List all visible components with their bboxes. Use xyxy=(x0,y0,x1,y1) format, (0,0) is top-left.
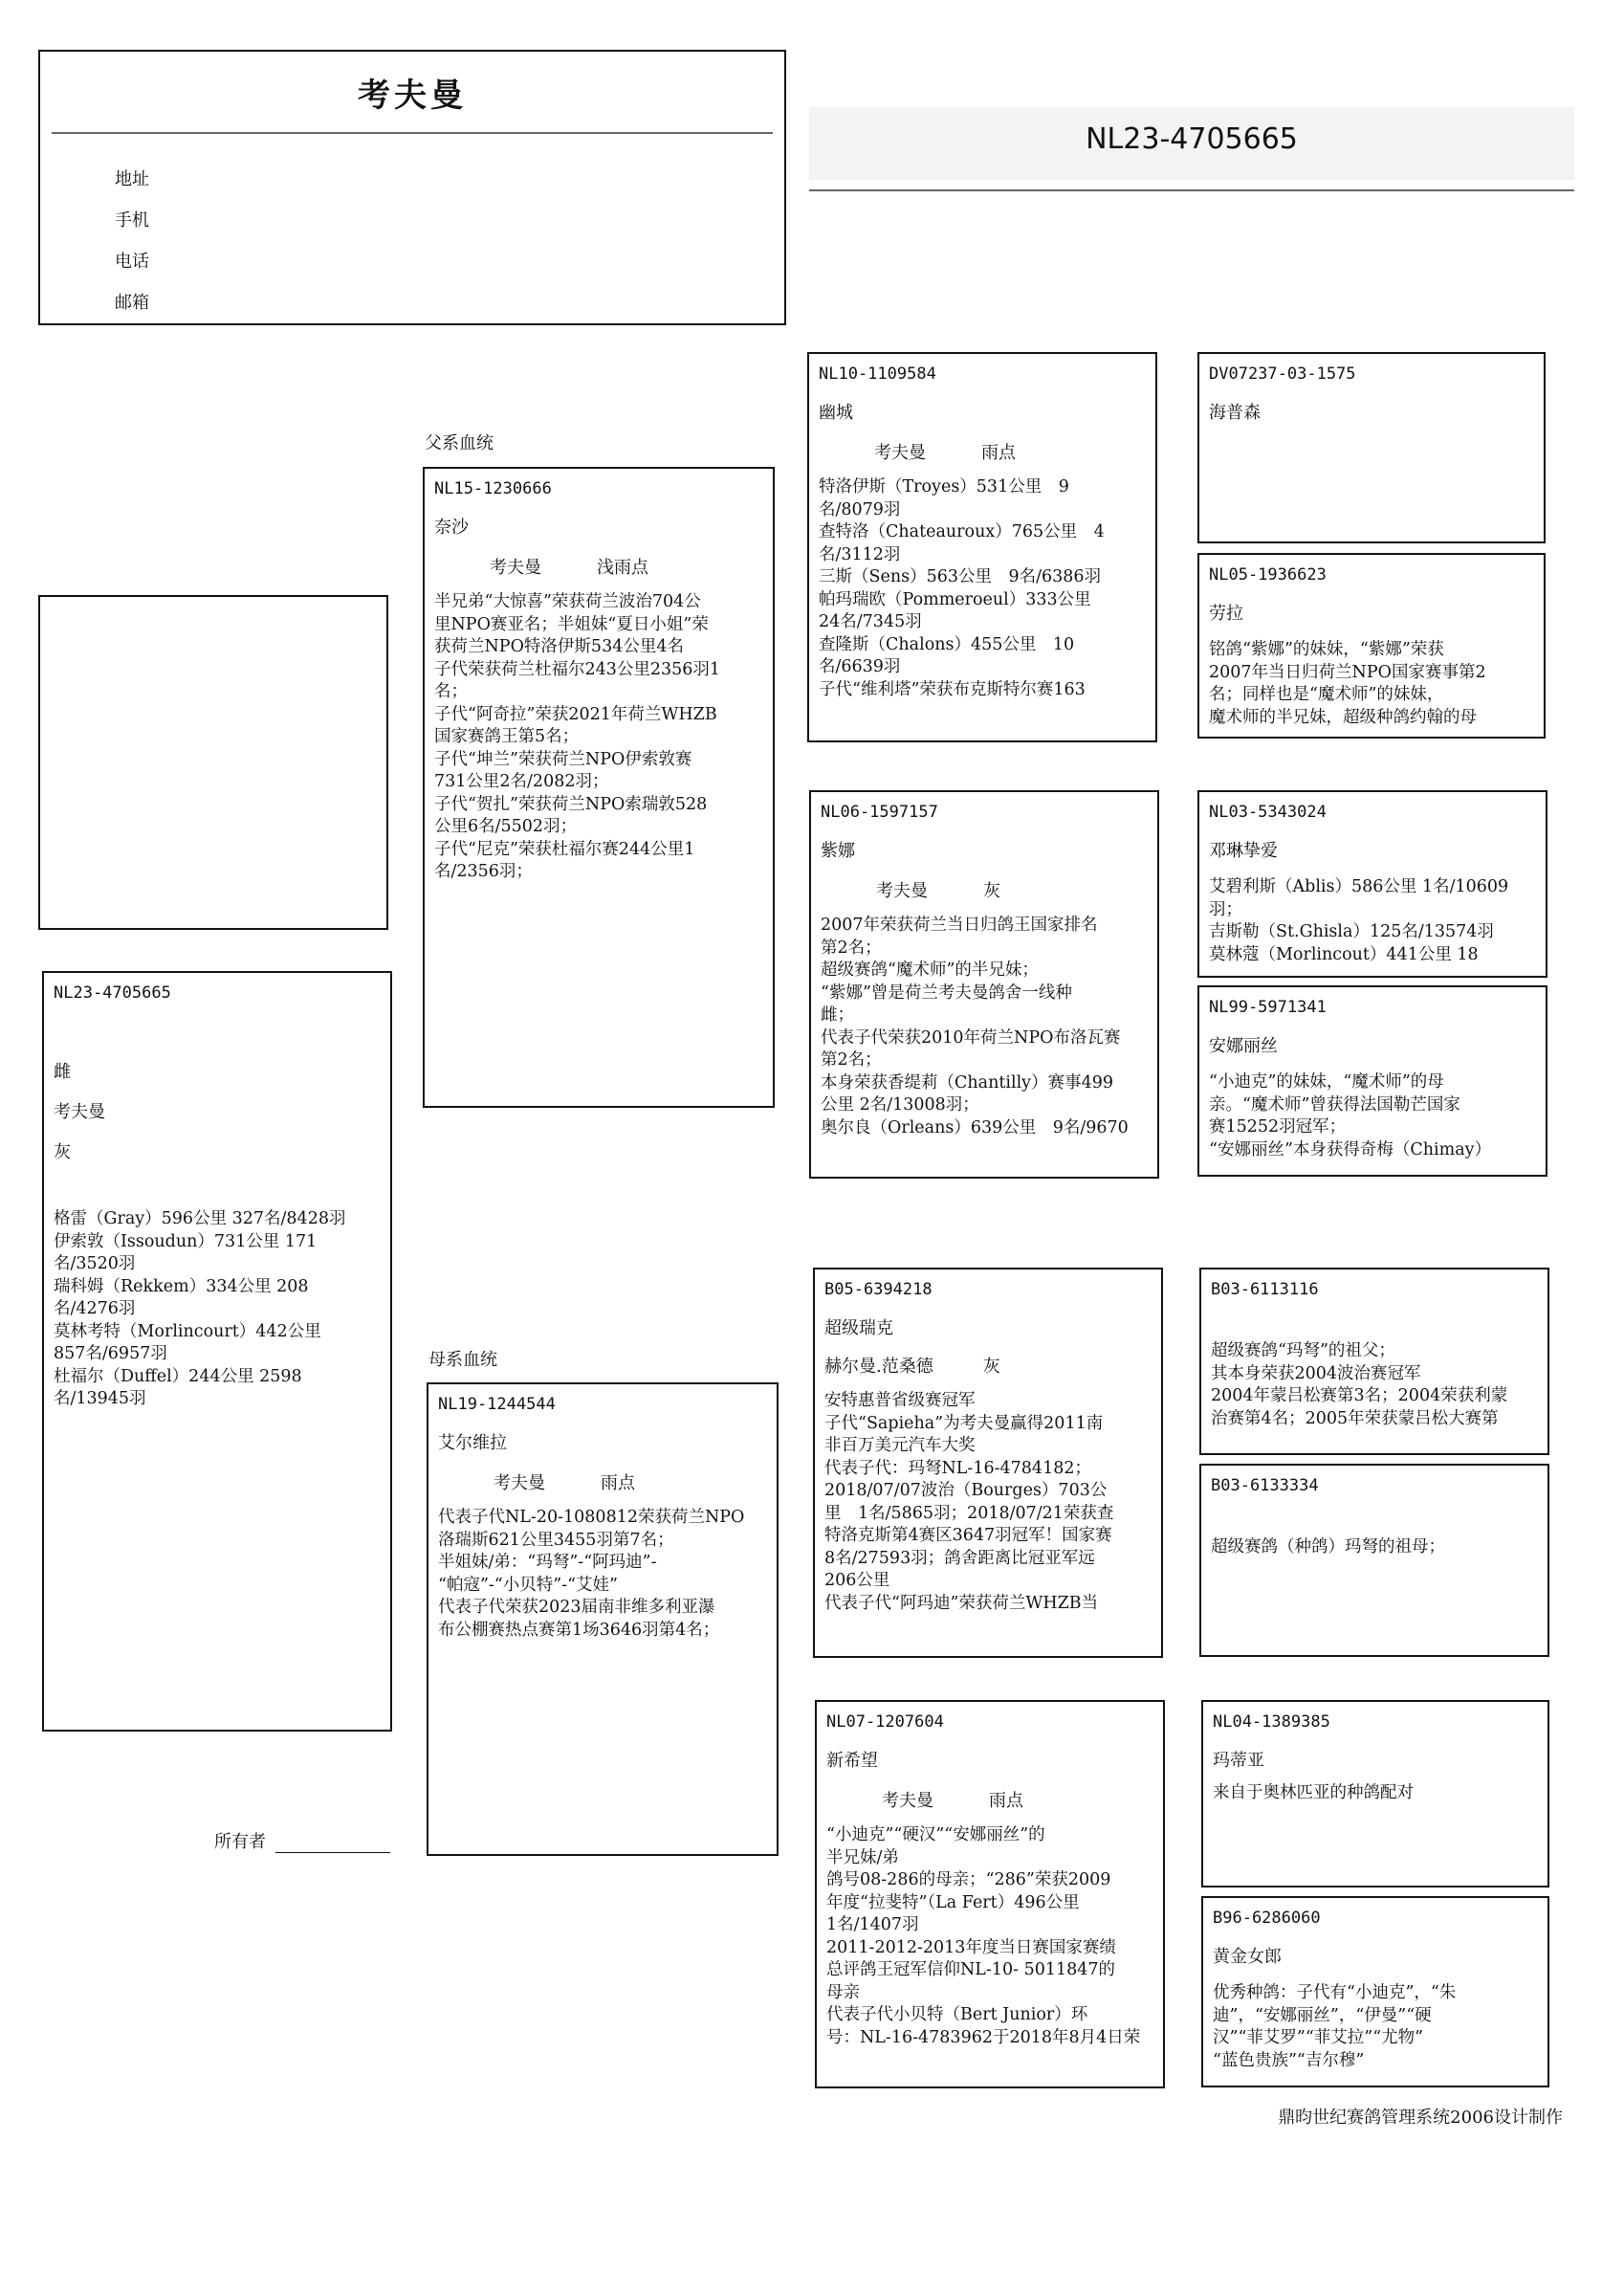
sire-ring: NL15-1230666 xyxy=(434,479,552,498)
ddd-card xyxy=(1201,1896,1549,2087)
sire-dam-color: 灰 xyxy=(983,881,1000,901)
ssd-card xyxy=(1197,553,1546,739)
dam-sire-description: 安特惠普省级赛冠军 子代“Sapieha”为考夫曼赢得2011南 非百万美元汽车大奖 代表子代：玛弩NL-16-4784182； 2018/07/07波治（Bourges）703公 里 1名/5865羽；2018/07/21荣获查 特洛克斯第4赛区3647羽冠军！国家赛 8名/27593羽；鸽舍距离比冠亚军远 206公里 代表子代“阿玛迪”荣获荷兰WHZB当 xyxy=(824,1391,1114,1613)
dam-sire-name: 超级瑞克 xyxy=(824,1318,893,1338)
sss-ring: DV07237-03-1575 xyxy=(1209,364,1356,384)
subject-breeder: 考夫曼 xyxy=(54,1102,105,1122)
ring-header-underline xyxy=(809,189,1574,191)
sdd-description: “小迪克”的妹妹，“魔术师”的母 亲。“魔术师”曾获得法国勒芒国家 赛15252羽冠军； “安娜丽丝”本身获得奇梅（Chimay） xyxy=(1209,1072,1492,1159)
ssd-description: 铭鸽“紫娜”的妹妹，“紫娜”荣获 2007年当日归荷兰NPO国家赛事第2 名；同样也是“魔术师”的妹妹， 魔术师的半兄妹，超级种鸽约翰的母 xyxy=(1209,640,1486,727)
footer-credit: 鼎昀世纪赛鸽管理系统2006设计制作 xyxy=(1278,2108,1563,2128)
paternal-section-label: 父系血统 xyxy=(425,433,494,453)
dam-sire-card xyxy=(813,1268,1163,1658)
ddd-ring: B96-6286060 xyxy=(1213,1909,1321,1928)
sire-sire-name: 幽城 xyxy=(819,403,853,423)
sire-color: 浅雨点 xyxy=(597,558,648,578)
dam-dam-name: 新希望 xyxy=(826,1751,878,1771)
owner-signature-line xyxy=(275,1852,390,1853)
sire-dam-card xyxy=(809,790,1159,1179)
sire-dam-description: 2007年荣获荷兰当日归鸽王国家排名 第2名； 超级赛鸽“魔术师”的半兄妹； “紫娜”曾是荷兰考夫曼鸽舍一线种 雌； 代表子代荣获2010年荷兰NPO布洛瓦赛 第2名； 本身荣获香缇莉（Chantilly）赛事499 公里 2名/13008羽； 奥尔良（Orleans）639公里 9名/9670 xyxy=(821,916,1129,1137)
header-divider xyxy=(52,132,773,134)
dam-color: 雨点 xyxy=(601,1473,635,1493)
subject-card xyxy=(42,971,392,1732)
dam-description: 代表子代NL-20-1080812荣获荷兰NPO 洛瑞斯621公里3455羽第7名； 半姐妹/弟：“玛弩”-“阿玛迪”- “帕寇”-“小贝特”-“艾娃” 代表子代荣获2023届南非维多利亚瀑 布公棚赛热点赛第1场3646羽第4名； xyxy=(438,1508,745,1640)
sire-dam-ring: NL06-1597157 xyxy=(821,803,938,822)
dam-dam-color: 雨点 xyxy=(989,1791,1023,1811)
dam-dam-description: “小迪克”“硬汉”“安娜丽丝”的 半兄妹/弟 鸽号08-286的母亲；“286”荣获2009 年度“拉斐特”（La Fert）496公里 1名/1407羽 2011-2012-2013年度当日赛国家赛绩 总评鸽王冠军信仰NL-10- 5011847的 母亲 代表子代小贝特（Bert Junior）环 号：NL-16-4783962于2018年8月4日荣 xyxy=(826,1825,1141,2047)
breeder-header-box xyxy=(38,50,786,325)
dam-breeder: 考夫曼 xyxy=(494,1473,545,1493)
dds-description: 来自于奥林匹亚的种鸽配对 xyxy=(1213,1783,1414,1802)
dss-description: 超级赛鸽“玛弩”的祖父； 其本身荣获2004波治赛冠军 2004年蒙吕松赛第3名；2004荣获利蒙 治赛第4名；2005年荣获蒙吕松大赛第 xyxy=(1211,1341,1508,1428)
sdd-name: 安娜丽丝 xyxy=(1209,1036,1278,1056)
dss-card xyxy=(1199,1268,1549,1455)
dsd-card xyxy=(1199,1464,1549,1657)
sire-name: 奈沙 xyxy=(434,518,469,538)
ddd-description: 优秀种鸽：子代有“小迪克”，“朱 迪”，“安娜丽丝”，“伊曼”“硬 汉”“菲艾罗”“菲艾拉”“尤物” “蓝色贵族”“吉尔穆” xyxy=(1213,1983,1457,2070)
sds-name: 邓琳挚爱 xyxy=(1209,841,1278,861)
sds-description: 艾碧利斯（Ablis）586公里 1名/10609 羽； 吉斯勒（St.Ghisla）125名/13574羽 莫林蔻（Morlincout）441公里 18 xyxy=(1209,877,1509,964)
dss-ring: B03-6113116 xyxy=(1211,1280,1319,1299)
sire-description: 半兄弟“大惊喜”荣获荷兰波治704公 里NPO赛亚名；半姐妹“夏日小姐”荣 获荷兰NPO特洛伊斯534公里4名 子代荣获荷兰杜福尔243公里2356羽1 名； 子代“阿奇拉”荣获2021年荷兰WHZB 国家赛鸽王第5名； 子代“坤兰”荣获荷兰NPO伊索敦赛 731公里2名/2082羽； 子代“贺扎”荣获荷兰NPO索瑞敦528 公里6名/5502羽； 子代“尼克”荣获杜福尔赛244公里1 名/2356羽； xyxy=(434,592,721,881)
sire-sire-color: 雨点 xyxy=(981,443,1016,463)
sire-sire-ring: NL10-1109584 xyxy=(819,364,936,384)
dam-dam-breeder: 考夫曼 xyxy=(882,1791,933,1811)
sire-sire-breeder: 考夫曼 xyxy=(874,443,926,463)
dam-dam-ring: NL07-1207604 xyxy=(826,1712,944,1732)
ddd-name: 黄金女郎 xyxy=(1213,1947,1282,1967)
sds-card xyxy=(1197,790,1547,978)
dds-name: 玛蒂亚 xyxy=(1213,1751,1264,1771)
sss-card xyxy=(1197,352,1546,543)
dam-ring: NL19-1244544 xyxy=(438,1395,556,1414)
dam-dam-card xyxy=(815,1700,1165,2088)
field-mobile-label: 手机 xyxy=(115,210,149,231)
sdd-card xyxy=(1197,985,1547,1177)
dsd-ring: B03-6133334 xyxy=(1211,1476,1319,1495)
dsd-description: 超级赛鸽（种鸽）玛弩的祖母； xyxy=(1211,1537,1445,1556)
sds-ring: NL03-5343024 xyxy=(1209,803,1327,822)
subject-ring: NL23-4705665 xyxy=(54,983,171,1003)
subject-results: 格雷（Gray）596公里 327名/8428羽 伊索敦（Issoudun）731公里 171 名/3520羽 瑞科姆（Rekkem）334公里 208 名/4276羽 莫林考特（Morlincourt）442公里 857名/6957羽 杜福尔（Duffel）244公里 2598 名/13945羽 xyxy=(54,1209,346,1408)
dam-sire-breeder: 赫尔曼.范桑德 xyxy=(824,1357,933,1377)
sss-name: 海普森 xyxy=(1209,403,1261,423)
sdd-ring: NL99-5971341 xyxy=(1209,998,1327,1017)
sire-dam-breeder: 考夫曼 xyxy=(876,881,928,901)
owner-label: 所有者 xyxy=(214,1832,266,1852)
sire-sire-description: 特洛伊斯（Troyes）531公里 9 名/8079羽 查特洛（Chateauroux）765公里 4 名/3112羽 三斯（Sens）563公里 9名/6386羽 帕玛瑞欧（Pommeroeul）333公里 24名/7345羽 查隆斯（Chalons）455公里 10 名/6639羽 子代“维利塔”荣获布克斯特尔赛163 xyxy=(819,477,1105,699)
subject-sex: 雌 xyxy=(54,1062,71,1082)
dds-card xyxy=(1201,1700,1549,1888)
sire-card xyxy=(423,467,775,1108)
field-email-label: 邮箱 xyxy=(115,293,149,313)
field-address-label: 地址 xyxy=(115,169,149,189)
sire-sire-card xyxy=(807,352,1157,742)
photo-box xyxy=(38,595,388,930)
sire-dam-name: 紫娜 xyxy=(821,841,855,861)
subject-color: 灰 xyxy=(54,1142,71,1162)
field-phone-label: 电话 xyxy=(115,252,149,272)
dds-ring: NL04-1389385 xyxy=(1213,1712,1330,1732)
dam-sire-ring: B05-6394218 xyxy=(824,1280,933,1299)
dam-name: 艾尔维拉 xyxy=(438,1433,507,1453)
sire-breeder: 考夫曼 xyxy=(490,558,541,578)
maternal-section-label: 母系血统 xyxy=(428,1350,497,1370)
dam-sire-color: 灰 xyxy=(982,1357,1000,1377)
ssd-ring: NL05-1936623 xyxy=(1209,565,1327,585)
dam-card xyxy=(427,1382,779,1856)
breeder-title: 考夫曼 xyxy=(358,77,467,115)
ring-header-number: NL23-4705665 xyxy=(1086,122,1298,156)
ssd-name: 劳拉 xyxy=(1209,604,1243,624)
